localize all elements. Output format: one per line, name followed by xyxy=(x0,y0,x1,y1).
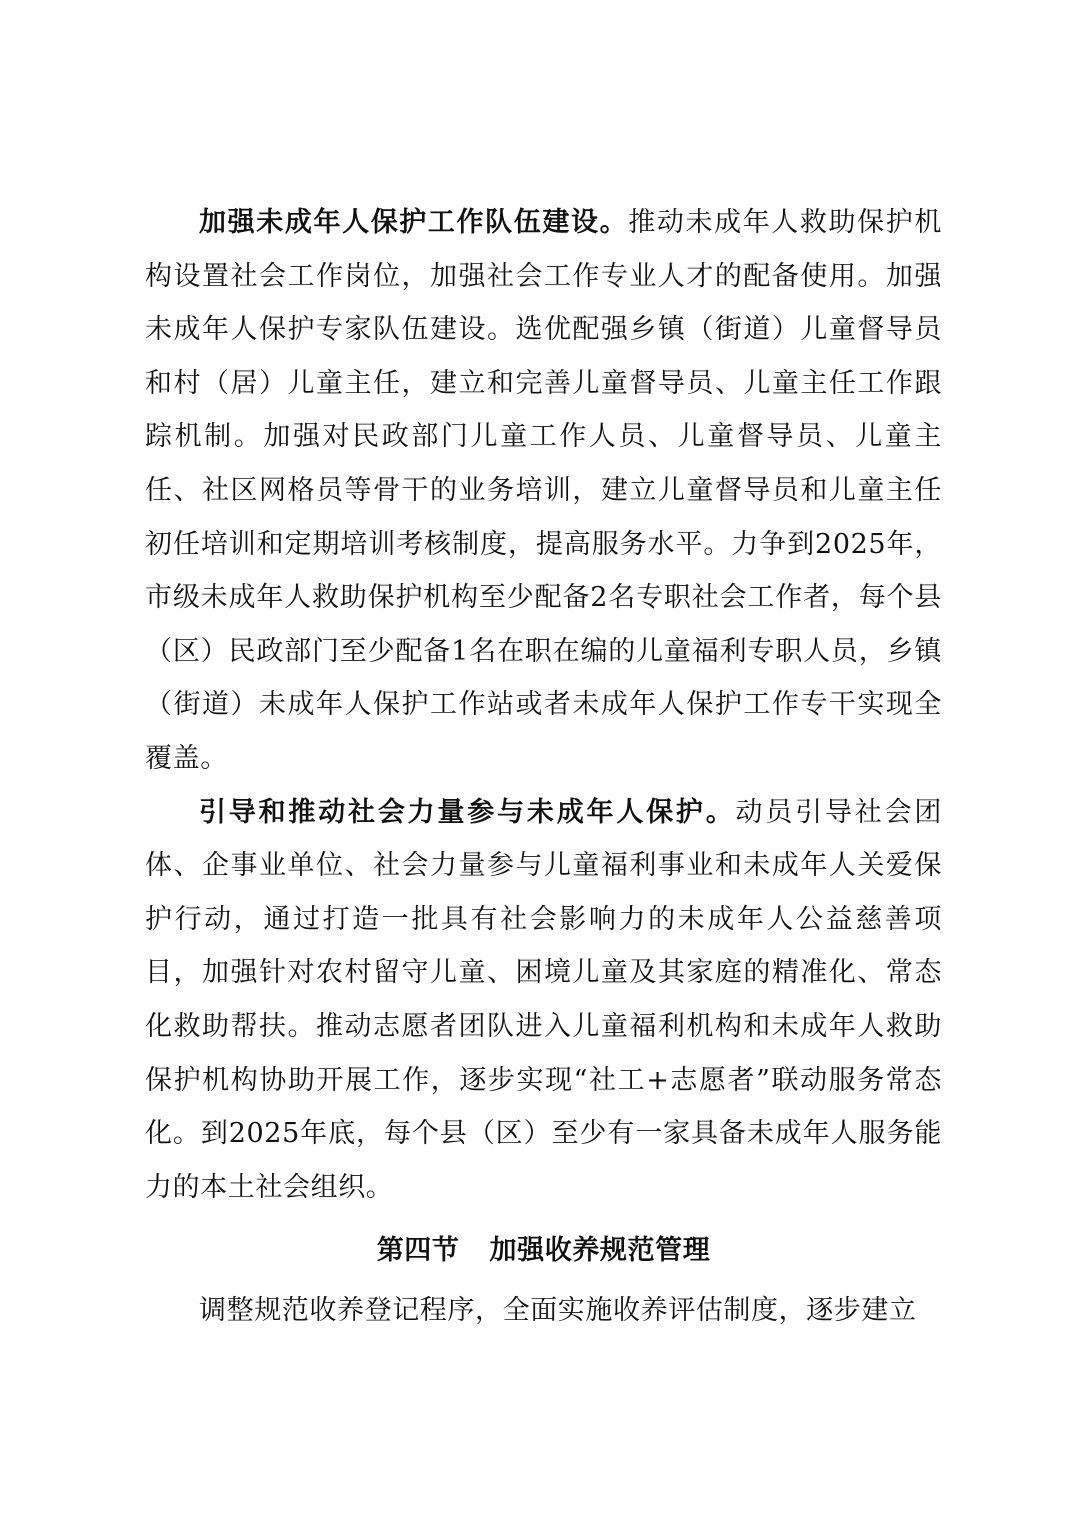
paragraph-social-forces xyxy=(145,786,942,1215)
paragraph-lead-heading: 引导和推动社会力量参与未成年人保护。 xyxy=(199,796,736,828)
paragraph-body-text: 调整规范收养登记程序，全面实施收养评估制度，逐步建立 xyxy=(199,1295,917,1327)
section-title: 加强收养规范管理 xyxy=(489,1235,711,1267)
paragraph-body-text: 动员引导社会团体、企事业单位、社会力量参与儿童福利事业和未成年人关爱保护行动，通过打造一批具有社会影响力的未成年人公益慈善项目，加强针对农村留守儿童、困境儿童及其家庭的精准化、常态化救助帮扶。推动志愿者团队进入儿童福利机构和未成年人救助保护机构协助开展工作，逐步实现“社工+志愿者”联动服务常态化。到2025年底，每个县（区）至少有一家具备未成年人服务能力的本土社会组织。 xyxy=(145,796,942,1203)
paragraph-adoption xyxy=(145,1284,942,1338)
paragraph-body-text: 推动未成年人救助保护机构设置社会工作岗位，加强社会工作专业人才的配备使用。加强未成年人保护专家队伍建设。选优配强乡镇（街道）儿童督导员和村（居）儿童主任，建立和完善儿童督导员、儿童主任工作跟踪机制。加强对民政部门儿童工作人员、儿童督导员、儿童主任、社区网格员等骨干的业务培训，建立儿童督导员和儿童主任初任培训和定期培训考核制度，提高服务水平。力争到2025年，市级未成年人救助保护机构至少配备2名专职社会工作者，每个县（区）民政部门至少配备1名在职在编的儿童福利专职人员，乡镇（街道）未成年人保护工作站或者未成年人保护工作专干实现全覆盖。 xyxy=(145,207,942,774)
section-number: 第四节 xyxy=(376,1235,460,1267)
paragraph-workforce xyxy=(145,196,942,786)
section-heading xyxy=(145,1222,942,1280)
document-page xyxy=(145,196,942,1338)
paragraph-lead-heading: 加强未成年人保护工作队伍建设。 xyxy=(199,207,629,238)
